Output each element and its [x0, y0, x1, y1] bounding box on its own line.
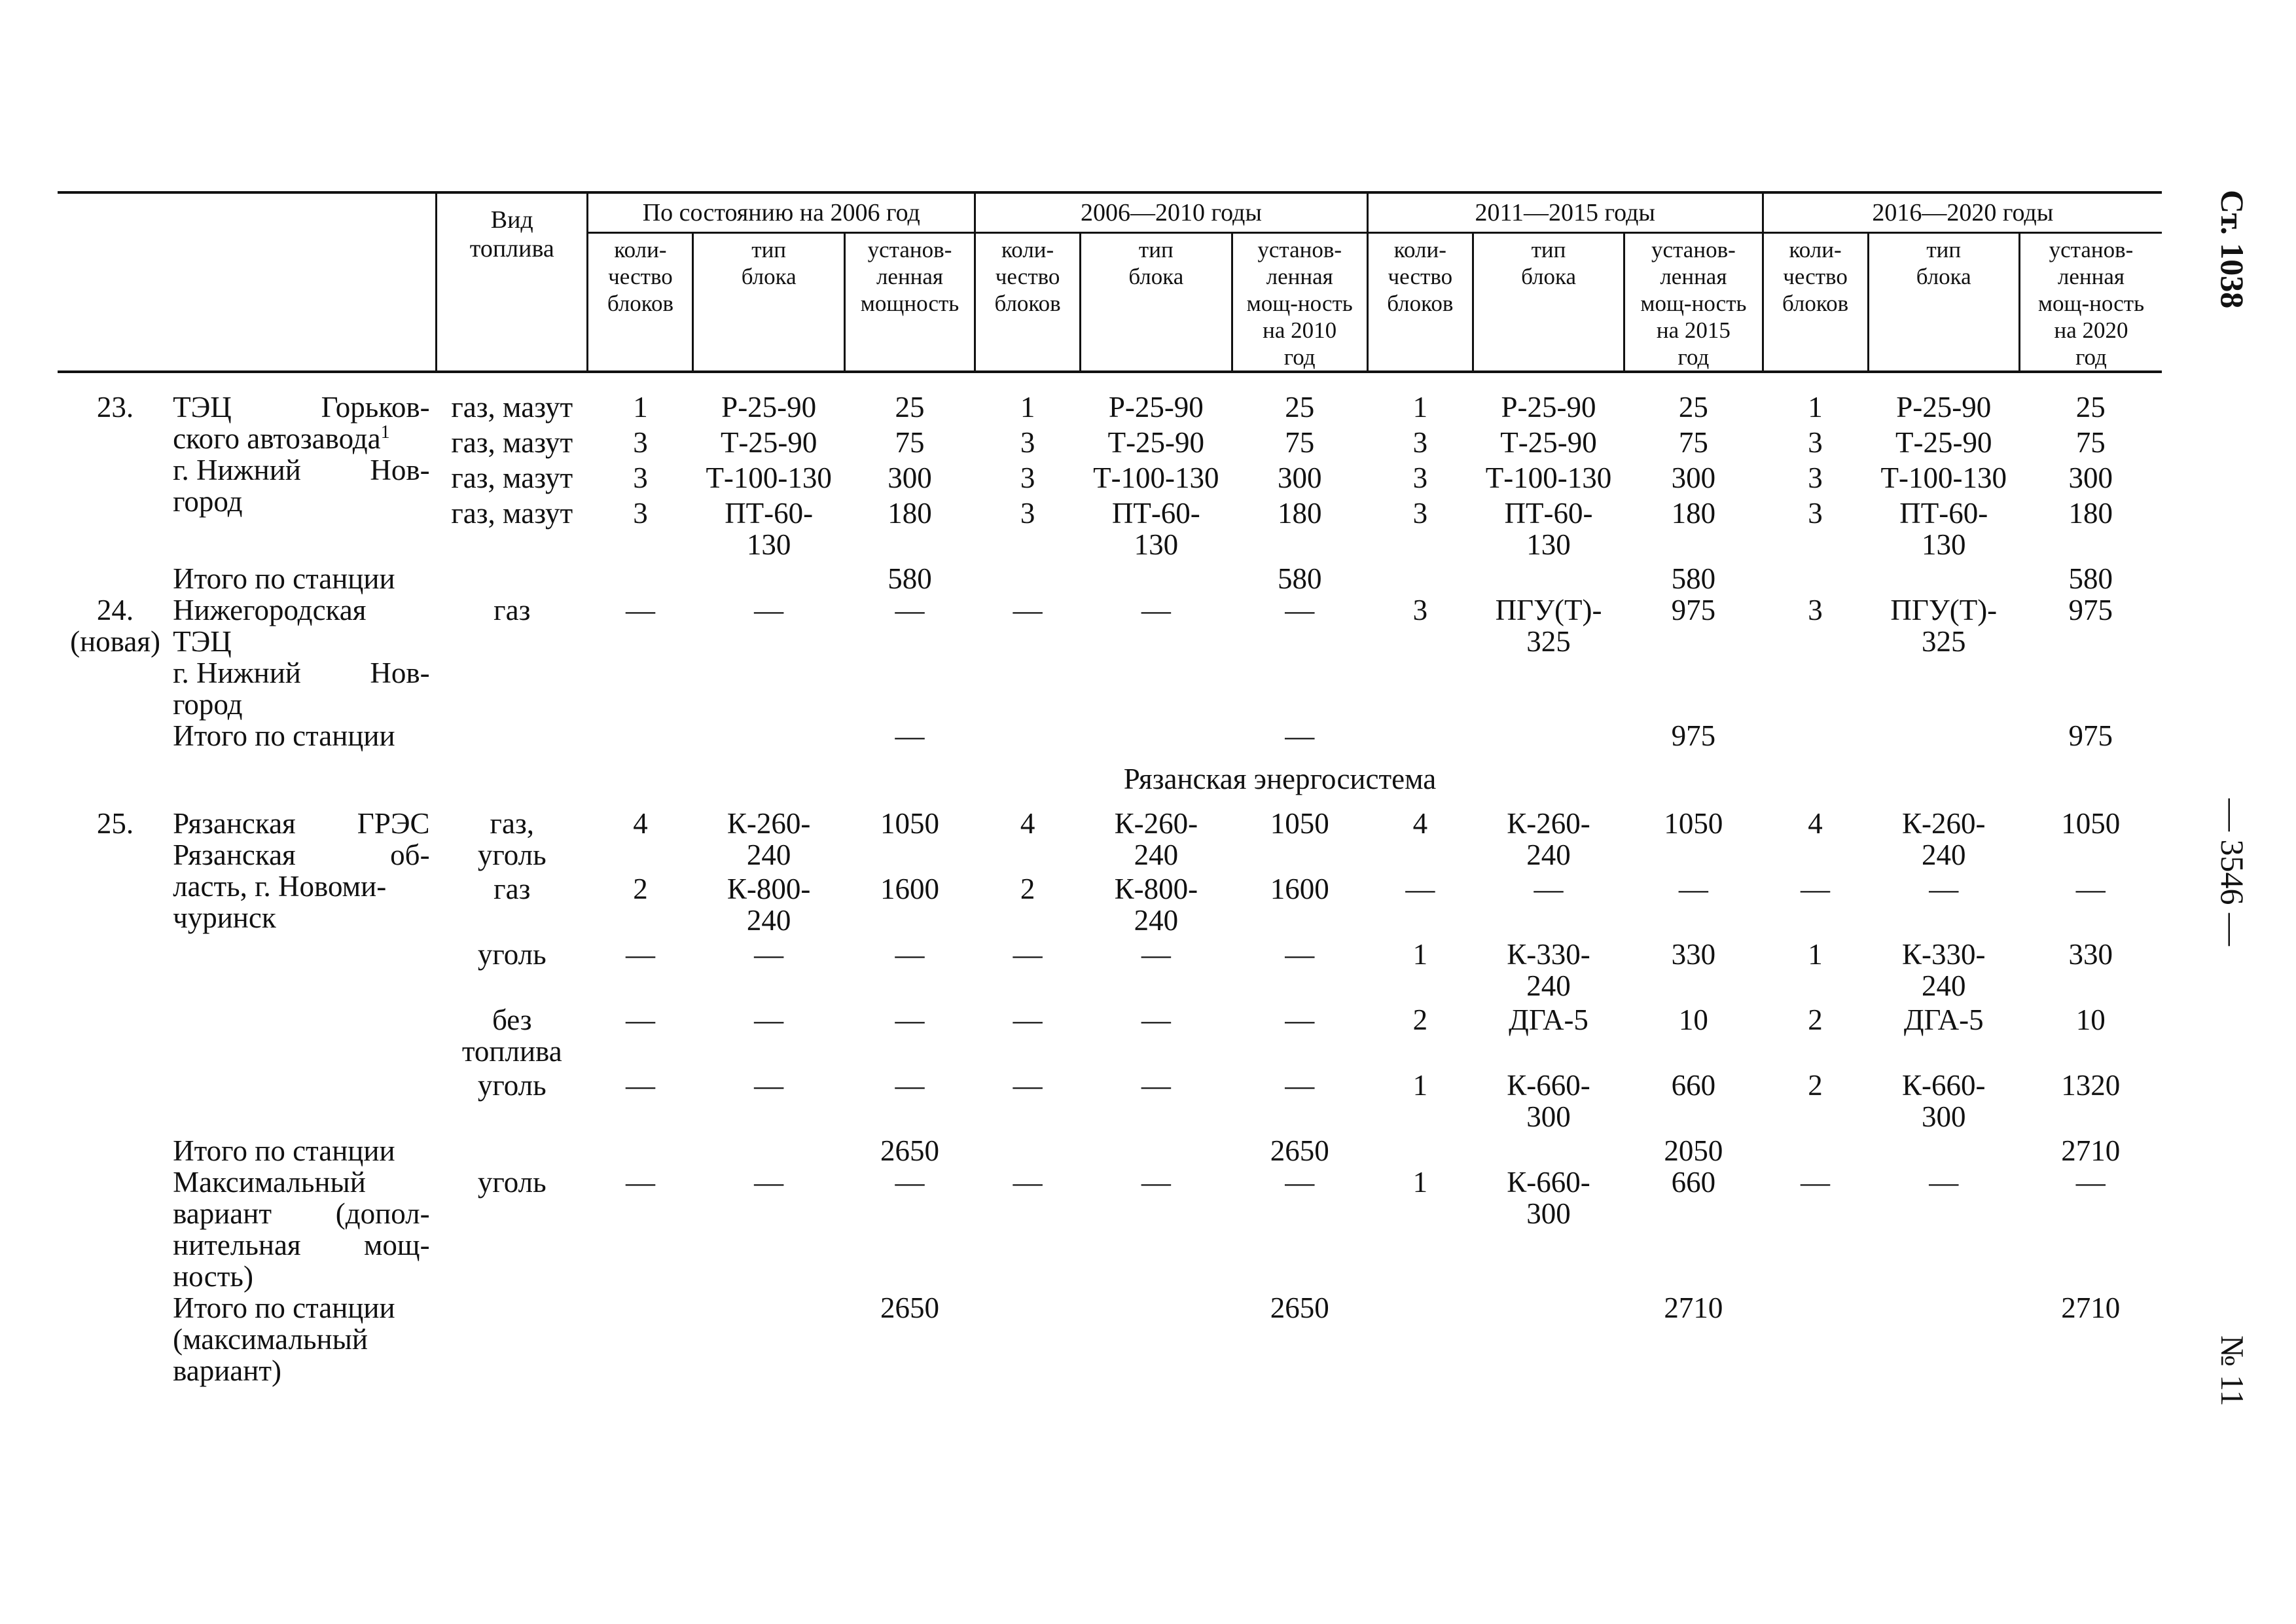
- type-cell: —: [754, 1166, 784, 1199]
- total-power: 2650: [1270, 1134, 1329, 1167]
- total-power: 2710: [1664, 1291, 1723, 1324]
- row-number: 23.: [96, 391, 134, 424]
- power-cell: 975: [2068, 594, 2113, 626]
- total-label: Итого по станции: [173, 719, 395, 752]
- total-label: Итого по станции: [173, 1134, 395, 1167]
- total-power: 2650: [880, 1291, 939, 1324]
- total-power: 580: [888, 562, 932, 595]
- count-cell: 3: [1808, 594, 1823, 626]
- header-type: тип блока: [1081, 233, 1232, 372]
- fuel-cell: газ, мазут газ, мазут газ, мазут газ, мазут: [451, 391, 573, 530]
- station-name: ТЭЦ Горьков- ского автозавода$^1$ г. Нижний Нов- город: [173, 391, 430, 518]
- header-group-2006-2010: 2006—2010 годы: [975, 192, 1368, 233]
- type-cell: —: [1141, 1166, 1171, 1199]
- power-cell: —: [1285, 594, 1315, 626]
- count-cell: 1 3 3 3: [633, 391, 648, 530]
- count-cell: —: [625, 594, 655, 626]
- max-variant-label: Максимальный вариант (допол- нительная мощ- ность): [173, 1166, 430, 1293]
- section-title: Рязанская энергосистема: [1123, 763, 1437, 795]
- type-cell: Р-25-90 Т-25-90 Т-100-130 ПТ-60- 130: [1485, 391, 1612, 561]
- header-power: установ-ленная мощ-ность на 2020 год: [2019, 233, 2162, 372]
- header-power: установ-ленная мощность: [844, 233, 975, 372]
- count-cell: 4 — 1 2 1: [1405, 807, 1435, 1102]
- power-cell: 25 75 300 180: [888, 391, 932, 530]
- type-cell: ПГУ(Т)- 325: [1495, 594, 1602, 658]
- station-name: Рязанская ГРЭС Рязанская об- ласть, г. Новоми- чуринск: [173, 807, 430, 934]
- power-cell: —: [895, 1166, 925, 1199]
- total-power: 2710: [2061, 1134, 2121, 1167]
- total-label: Итого по станции: [173, 562, 395, 595]
- type-cell: —: [754, 594, 784, 626]
- total-power: 2050: [1664, 1134, 1723, 1167]
- table-row-23-total: [58, 563, 2162, 594]
- type-cell: Р-25-90 Т-25-90 Т-100-130 ПТ-60- 130: [1093, 391, 1219, 561]
- fuel-cell: уголь: [477, 1166, 547, 1199]
- page-number: — 3546 —: [2214, 799, 2251, 946]
- count-cell: 4 2 — — —: [1013, 807, 1043, 1102]
- page-label: Ст. 1038: [2214, 190, 2251, 309]
- total-power: 975: [2068, 719, 2113, 752]
- header-count: коли-чество блоков: [1367, 233, 1473, 372]
- table-row-25: [58, 808, 2162, 1135]
- count-cell: 1 3 3 3: [1020, 391, 1035, 530]
- total-power: 2650: [1270, 1291, 1329, 1324]
- count-cell: 1 3 3 3: [1808, 391, 1823, 530]
- count-cell: —: [1013, 1166, 1043, 1199]
- total-power: 2710: [2061, 1291, 2121, 1324]
- header-fuel: Вид топлива: [437, 192, 588, 372]
- table-row-23: [58, 372, 2162, 563]
- power-cell: 25 75 300 180: [1277, 391, 1322, 530]
- max-total-label: Итого по станции (максимальный вариант): [173, 1291, 395, 1387]
- fuel-cell: газ: [493, 594, 531, 626]
- page: [58, 191, 2162, 1386]
- header-group-2016-2020: 2016—2020 годы: [1763, 192, 2162, 233]
- power-cell: —: [1285, 1166, 1315, 1199]
- header-power: установ-ленная мощ-ность на 2015 год: [1624, 233, 1763, 372]
- row-number: 24. (новая): [70, 594, 160, 658]
- power-cell: —: [895, 594, 925, 626]
- table-header: [58, 192, 2162, 372]
- table-row-25-max-total: [58, 1292, 2162, 1386]
- power-cell: 25 75 300 180: [2068, 391, 2113, 530]
- power-cell: 1050 1600 — — —: [1270, 807, 1329, 1102]
- count-cell: 4 2 — — —: [625, 807, 655, 1102]
- power-cell: 660: [1671, 1166, 1716, 1199]
- section-row: [58, 751, 2162, 808]
- total-power: 580: [2068, 562, 2113, 595]
- power-cell: 1050 — 330 10 1320: [2061, 807, 2121, 1102]
- header-count: коли-чество блоков: [975, 233, 1081, 372]
- power-plants-table: [58, 191, 2162, 1386]
- fuel-cell: газ, уголь газ уголь без топлива уголь: [461, 807, 562, 1102]
- header-type: тип блока: [1868, 233, 2019, 372]
- table-row-24: [58, 594, 2162, 720]
- row-number: 25.: [96, 807, 134, 840]
- power-cell: 975: [1671, 594, 1716, 626]
- count-cell: —: [1013, 594, 1043, 626]
- power-cell: —: [2075, 1166, 2106, 1199]
- header-empty: [58, 192, 437, 372]
- count-cell: —: [625, 1166, 655, 1199]
- type-cell: Р-25-90 Т-25-90 Т-100-130 ПТ-60- 130: [1880, 391, 2007, 561]
- total-power: 580: [1277, 562, 1322, 595]
- type-cell: —: [1141, 594, 1171, 626]
- count-cell: 1 3 3 3: [1412, 391, 1428, 530]
- header-count: коли-чество блоков: [588, 233, 693, 372]
- total-power: —: [895, 719, 925, 752]
- total-power: 580: [1671, 562, 1716, 595]
- type-cell: Р-25-90 Т-25-90 Т-100-130 ПТ-60- 130: [706, 391, 832, 561]
- type-cell: К-260- 240 К-800- 240 — — —: [726, 807, 811, 1102]
- total-power: 975: [1671, 719, 1716, 752]
- type-cell: К-260- 240 — К-330- 240 ДГА-5 К-660- 300: [1507, 807, 1590, 1133]
- header-type: тип блока: [693, 233, 844, 372]
- header-power: установ-ленная мощ-ность на 2010 год: [1232, 233, 1367, 372]
- count-cell: 3: [1412, 594, 1428, 626]
- table-row-25-total: [58, 1135, 2162, 1166]
- issue-number: № 11: [2214, 1335, 2251, 1407]
- count-cell: —: [1801, 1166, 1831, 1199]
- table-body: [58, 372, 2162, 1386]
- type-cell: К-660- 300: [1507, 1166, 1590, 1230]
- header-count: коли-чество блоков: [1763, 233, 1868, 372]
- header-group-2011-2015: 2011—2015 годы: [1367, 192, 1763, 233]
- type-cell: —: [1929, 1166, 1959, 1199]
- station-name: Нижегородская ТЭЦ г. Нижний Нов- город: [173, 594, 430, 721]
- header-type: тип блока: [1473, 233, 1624, 372]
- total-power: 2650: [880, 1134, 939, 1167]
- type-cell: ПГУ(Т)- 325: [1890, 594, 1998, 658]
- table-row-24-total: [58, 720, 2162, 751]
- header-group-2006: По состоянию на 2006 год: [588, 192, 975, 233]
- power-cell: 25 75 300 180: [1671, 391, 1716, 530]
- type-cell: К-260- 240 — К-330- 240 ДГА-5 К-660- 300: [1902, 807, 1986, 1133]
- table-row-25-max: [58, 1166, 2162, 1292]
- total-power: —: [1285, 719, 1315, 752]
- count-cell: 4 — 1 2 2: [1801, 807, 1831, 1102]
- power-cell: 1050 1600 — — —: [880, 807, 939, 1102]
- type-cell: К-260- 240 К-800- 240 — — —: [1114, 807, 1198, 1102]
- power-cell: 1050 — 330 10 660: [1664, 807, 1723, 1102]
- count-cell: 1: [1412, 1166, 1428, 1199]
